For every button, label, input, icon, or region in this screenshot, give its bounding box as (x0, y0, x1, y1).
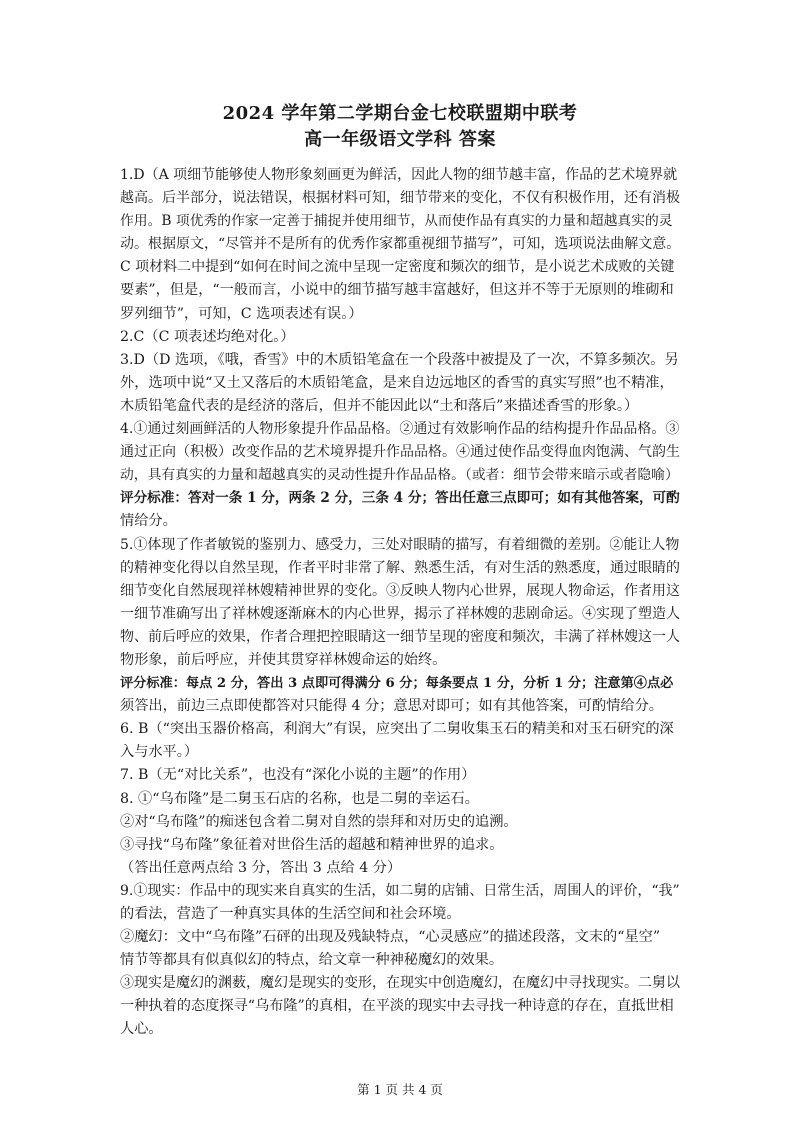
answer-line: 情节等都具有似真似幻的特点，给文章一种神秘魔幻的效果。 (120, 952, 504, 969)
answer-line: 的看法，营造了一种真实具体的生活空间和社会环境。 (120, 906, 461, 922)
answer-line: 9.①现实：作品中的现实来自真实的生活，如二舅的店铺、日常生活，周围人的评价，“我” (120, 882, 680, 899)
answer-line: 入与水平。） (120, 744, 199, 761)
scoring-criteria-line: 评分标准：每点 2 分，答出 3 点即可得满分 6 分；每条要点 1 分，分析 1 分；注意第④点必 (120, 676, 674, 692)
answer-line: 罗列细节”，可知，C 选项表述有误。） (120, 305, 363, 322)
answer-line: 通过正向（积极）改变作品的艺术境界提升作品品格。④通过使作品变得血肉饱满、气韵生 (120, 444, 680, 461)
answer-line: ②魔幻：文中“乌布隆”石砰的出现及残缺特点，“心灵感应”的描述段落，文末的“星空” (120, 929, 661, 946)
answer-line: ③现实是魔幻的渊薮，魔幻是现实的变形，在现实中创造魔幻，在魔幻中寻找现实。二舅以 (120, 975, 680, 992)
answer-line: 动。根据原文，“尽管并不是所有的优秀作家都重视细节描写”，可知，选项说法曲解文意。 (120, 236, 680, 253)
document-title: 2024 学年第二学期台金七校联盟期中联考 (222, 103, 578, 124)
answer-line: 4.①通过刻画鲜活的人物形象提升作品品格。②通过有效影响作品的结构提升作品品格。③ (120, 421, 680, 438)
answer-line: 作用。B 项优秀的作家一定善于捕捉并使用细节，从而使作品有真实的力量和超越真实的灵 (120, 213, 673, 230)
answer-line: 人心。 (120, 1021, 163, 1038)
answer-line: 外，选项中说“又土又落后的木质铅笔盒，是来自边远地区的香雪的真实写照”也不精准， (120, 374, 674, 391)
answer-line: 8. ①“乌布隆”是二舅玉石店的名称，也是二舅的幸运石。 (120, 790, 479, 807)
answer-line: 的精神变化得以自然呈现，作者平时非常了解、熟悉生活，有对生活的熟悉度，通过眼睛的 (120, 559, 680, 576)
document-subtitle: 高一年级语文学科 答案 (304, 129, 496, 150)
answer-line: ③寻找“乌布隆”象征着对世俗生活的超越和精神世界的追求。 (120, 836, 504, 853)
answer-line: 情给分。 (120, 513, 177, 530)
answer-line: 一种执着的态度探寻“乌布隆”的真相，在平淡的现实中去寻找一种诗意的存在，直抵世相 (120, 998, 674, 1015)
answer-line: 物、前后呼应的效果，作者合理把控眼睛这一细节呈现的密度和频次，丰满了祥林嫂这一人 (120, 628, 680, 645)
answer-line: 5.①体现了作者敏锐的鉴别力、感受力，三处对眼睛的描写，有着细微的差别。②能让人物 (120, 536, 680, 553)
answer-line: 物形象，前后呼应，并使其贯穿祥林嫂命运的始终。 (120, 651, 447, 668)
answer-line: 木质铅笔盒代表的是经济的落后，但并不能因此以“土和落后”来描述香雪的形象。） (120, 397, 639, 414)
answer-line: 动，具有真实的力量和超越真实的灵动性提升作品品格。（或者：细节会带来暗示或者隐喻） (120, 467, 679, 484)
answer-line: C 项材料二中提到“如何在时间之流中呈现一定密度和频次的细节，是小说艺术成败的关键 (120, 259, 675, 276)
answer-line: 细节变化自然展现祥林嫂精神世界的变化。③反映人物内心世界，展现人物命运，作者用这 (120, 582, 680, 599)
answer-line: ②对“乌布隆”的痴迷包含着二舅对自然的崇拜和对历史的追溯。 (120, 813, 518, 830)
answer-line: 2.C（C 项表述均绝对化。） (120, 328, 295, 345)
answer-line: 须答出，前边三点即使都答对只能得 4 分；意思对即可；如有其他答案，可酌情给分。 (120, 698, 663, 715)
answer-content (120, 164, 680, 1042)
answer-line: （答出任意两点给 3 分，答出 3 点给 4 分） (120, 859, 402, 876)
answer-line: 越高。后半部分，说法错误，根据材料可知，细节带来的变化，不仅有积极作用，还有消极 (120, 190, 680, 207)
answer-line: 1.D（A 项细节能够使人物形象刻画更为鲜活，因此人物的细节越丰富，作品的艺术境界就 (120, 167, 678, 183)
answer-line: 3.D（D 选项，《哦，香雪》中的木质铅笔盒在一个段落中被提及了一次，不算多频次。另 (120, 351, 679, 368)
page-number-footer: 第 1 页 共 4 页 (357, 1082, 443, 1097)
answer-line: 6. B（“突出玉器价格高，利润大”有误，应突出了二舅收集玉石的精美和对玉石研究的深 (120, 721, 674, 738)
answer-line: 要素”，但是，“一般而言，小说中的细节描写越丰富越好，但这并不等于无原则的堆砌和 (120, 282, 674, 299)
answer-line: 7. B（无“对比关系”，也没有“深化小说的主题”的作用） (120, 767, 476, 784)
scoring-criteria-line: 评分标准：答对一条 1 分，两条 2 分，三条 4 分；答出任意三点即可；如有其他答案，可酌 (120, 490, 680, 507)
answer-line: 一细节准确写出了祥林嫂逐渐麻木的内心世界，揭示了祥林嫂的悲剧命运。④实现了塑造人 (120, 605, 680, 622)
